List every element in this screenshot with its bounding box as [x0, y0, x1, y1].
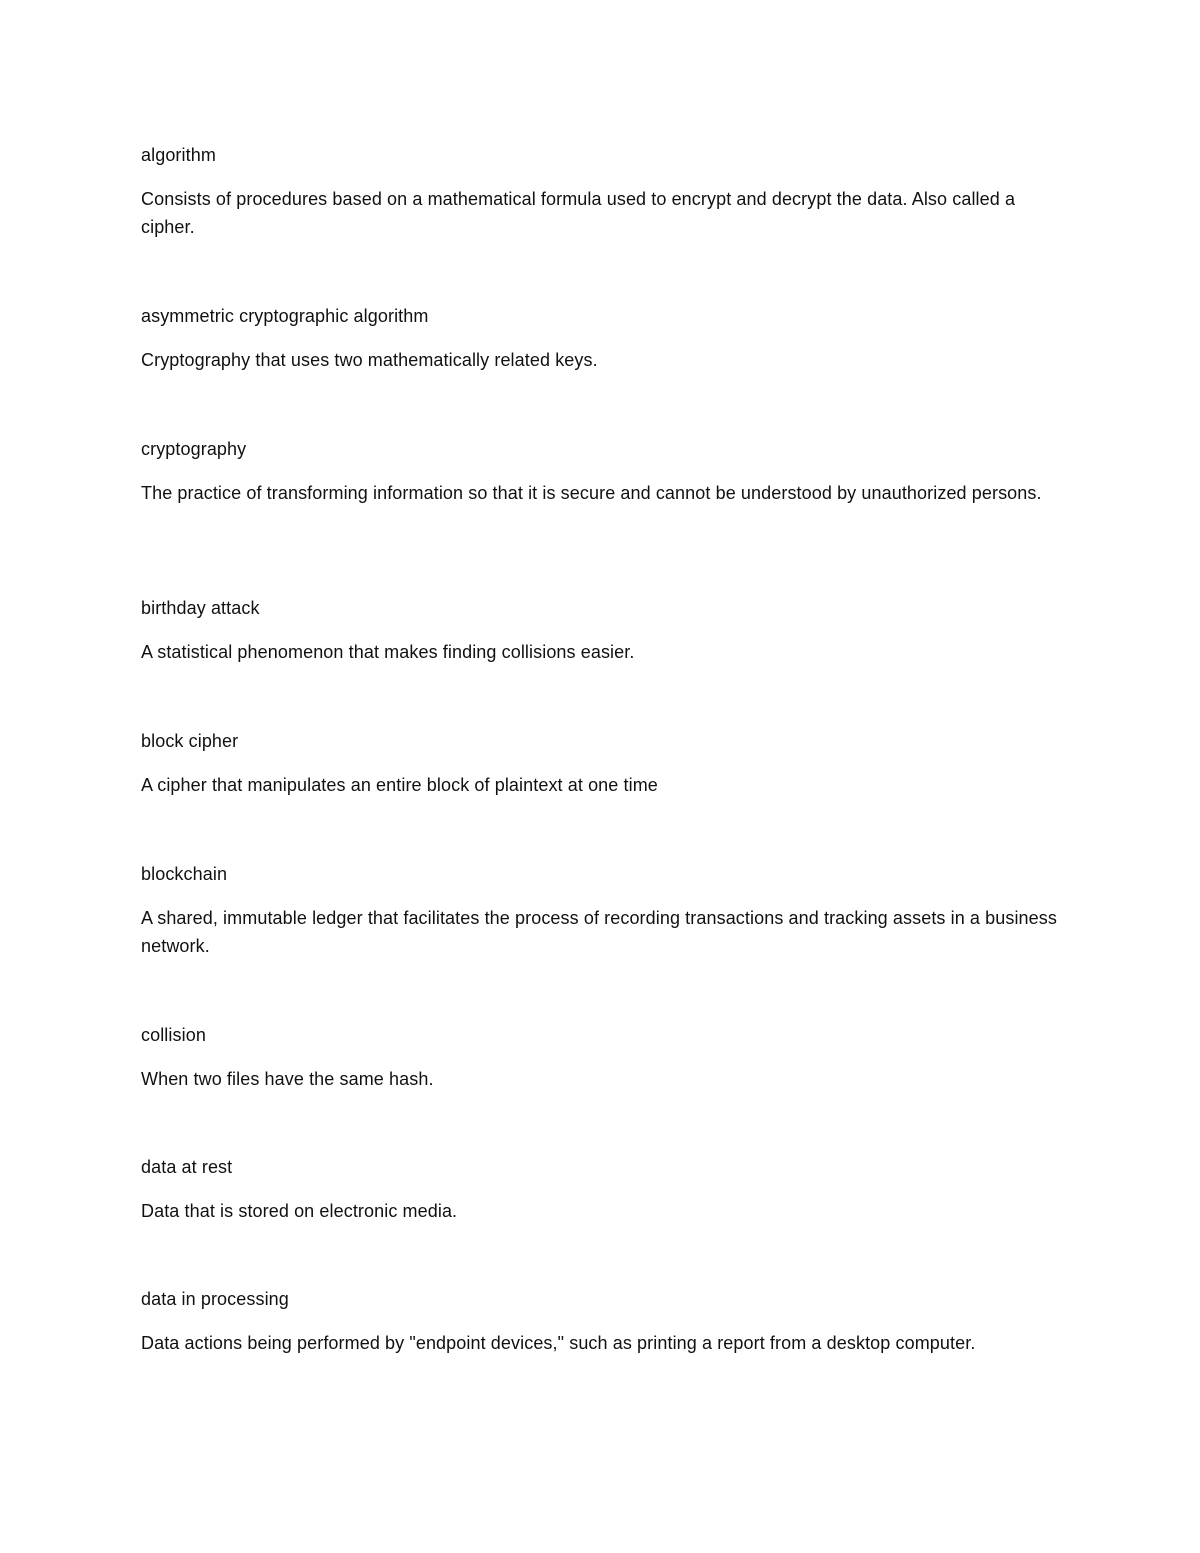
glossary-term: data at rest [141, 1157, 233, 1177]
glossary-term: data in processing [141, 1289, 289, 1309]
glossary-definition: A cipher that manipulates an entire block of plaintext at one time [141, 775, 658, 795]
glossary-entry [141, 727, 1071, 799]
glossary-entry [141, 594, 1071, 666]
glossary-term: asymmetric cryptographic algorithm [141, 306, 429, 326]
glossary-term: cryptography [141, 439, 247, 459]
glossary-term: block cipher [141, 731, 239, 751]
glossary-definition: When two files have the same hash. [141, 1069, 434, 1089]
glossary-definition: The practice of transforming information so that it is secure and cannot be understood by unauthorized persons. [141, 483, 1042, 503]
glossary-entry [141, 1021, 1071, 1093]
glossary-entry [141, 1285, 1071, 1357]
glossary-definition: Data actions being performed by "endpoint devices," such as printing a report from a desktop computer. [141, 1333, 976, 1353]
glossary-term: algorithm [141, 145, 216, 165]
glossary-entry [141, 141, 1071, 241]
glossary-term: birthday attack [141, 598, 260, 618]
glossary-entry [141, 435, 1071, 507]
glossary-definition: A statistical phenomenon that makes finding collisions easier. [141, 642, 635, 662]
glossary-term: collision [141, 1025, 206, 1045]
glossary-definition: A shared, immutable ledger that facilitates the process of recording transactions and tracking assets in a business network. [141, 908, 1057, 956]
glossary-entry [141, 1153, 1071, 1225]
glossary-definition: Consists of procedures based on a mathematical formula used to encrypt and decrypt the data. Also called a cipher. [141, 189, 1016, 237]
glossary-definition: Cryptography that uses two mathematically related keys. [141, 350, 598, 370]
glossary-term: blockchain [141, 864, 228, 884]
glossary-entry [141, 860, 1071, 960]
glossary-definition: Data that is stored on electronic media. [141, 1201, 458, 1221]
glossary-entry [141, 302, 1071, 374]
